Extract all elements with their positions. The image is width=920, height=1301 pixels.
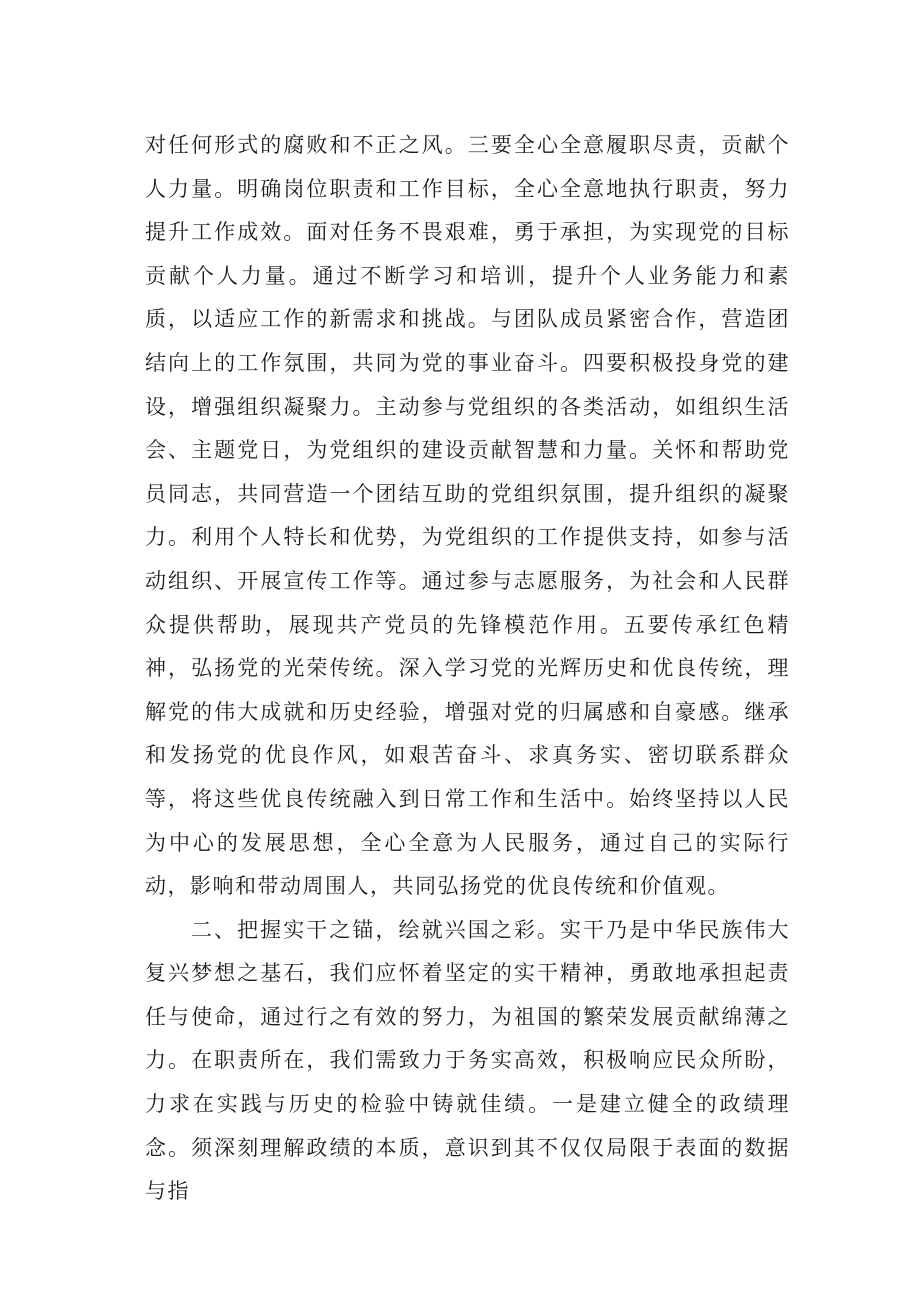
- body-paragraph-2: 二、把握实干之锚，绘就兴国之彩。实干乃是中华民族伟大复兴梦想之基石，我们应怀着坚定的实干精神，勇敢地承担起责任与使命，通过行之有效的努力，为祖国的繁荣发展贡献绵薄之力。在职责所在，我们需致力于务实高效，积极响应民众所盼，力求在实践与历史的检验中铸就佳绩。一是建立健全的政绩理念。须深刻理解政绩的本质，意识到其不仅仅局限于表面的数据与指: [145, 917, 790, 1204]
- body-paragraph-1: 对任何形式的腐败和不正之风。三要全心全意履职尽责，贡献个人力量。明确岗位职责和工作目标，全心全意地执行职责，努力提升工作成效。面对任务不畏艰难，勇于承担，为实现党的目标贡献个人力量。通过不断学习和培训，提升个人业务能力和素质，以适应工作的新需求和挑战。与团队成员紧密合作，营造团结向上的工作氛围，共同为党的事业奋斗。四要积极投身党的建设，增强组织凝聚力。主动参与党组织的各类活动，如组织生活会、主题党日，为党组织的建设贡献智慧和力量。关怀和帮助党员同志，共同营造一个团结互助的党组织氛围，提升组织的凝聚力。利用个人特长和优势，为党组织的工作提供支持，如参与活动组织、开展宣传工作等。通过参与志愿服务，为社会和人民群众提供帮助，展现共产党员的先锋模范作用。五要传承红色精神，弘扬党的光荣传统。深入学习党的光辉历史和优良传统，理解党的伟大成就和历史经验，增强对党的归属感和自豪感。继承和发扬党的优良作风，如艰苦奋斗、求真务实、密切联系群众等，将这些优良传统融入到日常工作和生活中。始终坚持以人民为中心的发展思想，全心全意为人民服务，通过自己的实际行动，影响和带动周围人，共同弘扬党的优良传统和价值观。: [145, 133, 790, 899]
